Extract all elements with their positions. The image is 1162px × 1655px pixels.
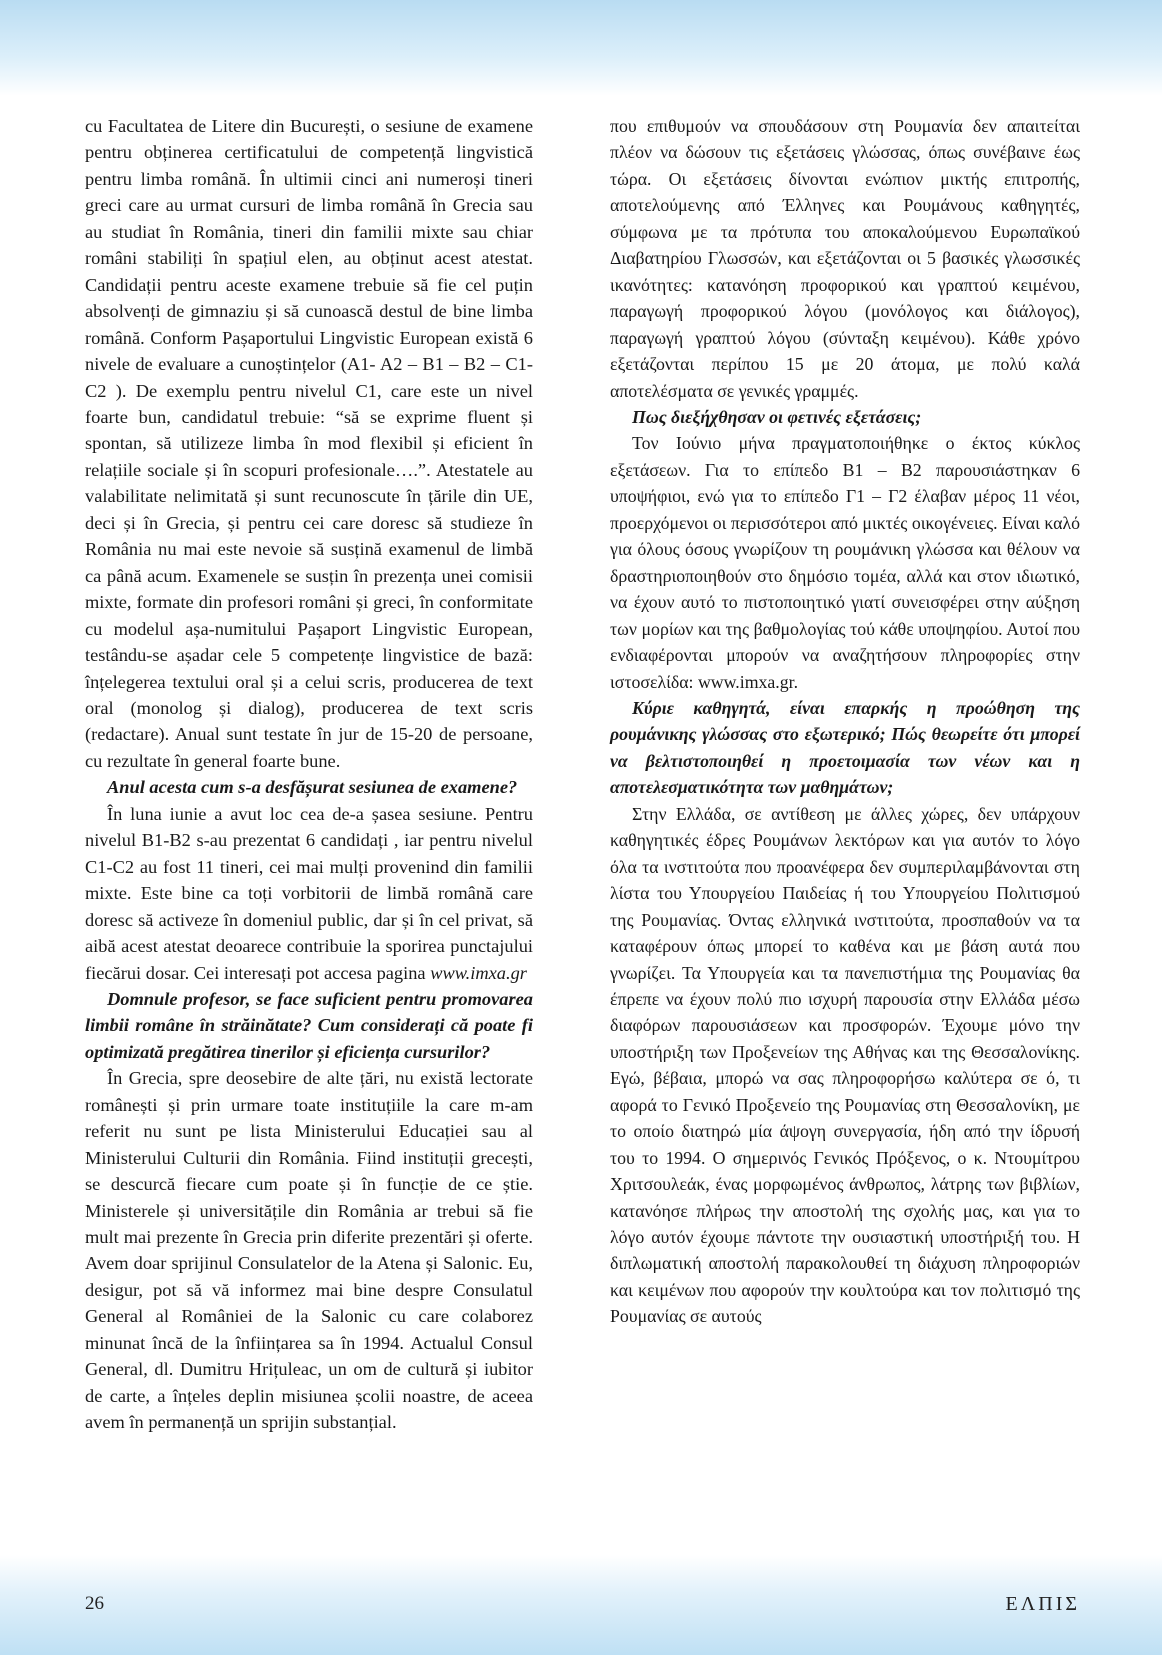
question-promotion-ro: Domnule profesor, se face suficient pentru promovarea limbii române în străinătate? Cum considerați că poate fi optimizată pregătirea tinerilor și eficiența cursurilor?	[85, 988, 533, 1062]
paragraph-exam-results-text: În luna iunie a avut loc cea de-a șasea sesiune. Pentru nivelul B1-B2 s-au prezentat 6 candidați , iar pentru nivelul C1-C2 au fost 11 tineri, cei mai mulți provenind din familii mixte. Este bine ca toți vorbitorii de limbă română care doresc să activeze în domeniul public, dar și în cel privat, să aibă acest atestat deoarece contribuie la sporirea punctajului fiecărui dosar. Cei interesați pot accesa pagina	[85, 803, 533, 983]
paragraph-intro-el: που επιθυμούν να σπουδάσουν στη Ρουμανία δεν απαιτείται πλέον να δώσουν τις εξετάσεις γλώσσας, όπως συνέβαινε έως τώρα. Οι εξετάσεις δίνονται ενώπιον μικτής επιτροπής, αποτελούμενης από Έλληνες και Ρουμάνους καθηγητές, σύμφωνα με τα πρότυπα του αποκαλούμενου Ευρωπαϊκού Διαβατηρίου Γλωσσών, και εξετάζονται οι 5 βασικές γλωσσικές ικανότητες: κατανόηση προφορικού και γραπτού κειμένου, παραγωγή προφορικού λόγου (μονόλογος και διάλογος), παραγωγή γραπτού λόγου (σύνταξη κειμένου). Κάθε χρόνο εξετάζονται περίπου 15 με 20 άτομα, με πολύ καλά αποτελέσματα σε γενικές γραμμές.	[610, 116, 1080, 401]
paragraph-exam-results-el: Τον Ιούνιο μήνα πραγματοποιήθηκε ο έκτος κύκλος εξετάσεων. Για το επίπεδο Β1 – Β2 παρουσιάστηκαν 6 υποψήφιοι, ενώ για το επίπεδο Γ1 – Γ2 έλαβαν μέρος 11 νέοι, προερχόμενοι οι περισσότεροι από μικτές οικογένειες. Είναι καλό για όλους όσους γνωρίζουν τη ρουμάνικη γλώσσα και θέλουν να δραστηριοποιηθούν στο δημόσιο τομέα, αλλά και στον ιδιωτικό, να έχουν αυτό το πιστοποιητικό γιατί συνεισφέρει στην αύξηση των μορίων και της βαθμολογίας τού κάθε υποψηφίου. Αυτοί που ενδιαφέρονται μπορούν να αναζητήσουν πληροφορίες στην ιστοσελίδα: www.imxa.gr.	[610, 433, 1080, 692]
paragraph-intro-ro: cu Facultatea de Litere din București, o sesiune de examene pentru obținerea certificatului de competență lingvistică pentru limba română. În ultimii cinci ani numeroși tineri greci care au urmat cursuri de limba română în Grecia sau au studiat în România, tineri din familii mixte sau chiar români stabiliți în spațiul elen, au obținut acest atestat. Candidații pentru aceste examene trebuie să fie cel puțin absolvenți de gimnaziu și să cunoască destul de bine limba română. Conform Pașaportului Lingvistic European există 6 nivele de evaluare a cunoștințelor (A1- A2 – B1 – B2 – C1-C2 ). De exemplu pentru nivelul C1, care este un nivel foarte bun, candidatul trebuie: “să se exprime fluent și spontan, să utilizeze limba în mod flexibil și eficient în relațiile sociale și în scopuri profesionale….”. Atestatele au valabilitate nelimitată și sunt recunoscute în țările din UE, deci și în Grecia, și pentru cei care doresc să studieze în România nu mai este nevoie să susțină examenul de limbă ca până acum. Examenele se susțin în prezența unei comisii mixte, formate din profesori români și greci, în conformitate cu modelul așa-numitului Pașaport Lingvistic European, testându-se așadar cele 5 competențe lingvistice de bază: înțelegerea textului oral și a celui scris, producerea de text oral (monolog și dialog), producerea de text scris (redactare). Anual sunt testate în jur de 15-20 de persoane, cu rezultate în general foarte bune.	[85, 116, 533, 771]
paragraph-promotion-answer-ro: În Grecia, spre deosebire de alte țări, nu există lectorate românești și prin urmare toate instituțiile la care m-am referit nu sunt pe lista Ministerului Educației sau al Ministerului Culturii din România. Fiind instituții grecești, se descurcă fiecare cum poate și în funcție de ce știe. Ministerele și universitățile din România ar trebui să fie mult mai prezente în Grecia prin diferite prezentări și oferte. Avem doar sprijinul Consulatelor de la Atena și Salonic. Eu, desigur, pot să vă informez mai bine despre Consulatul General al României de la Salonic cu care colaborez minunat încă de la înființarea sa în 1994. Actualul Consul General, dl. Dumitru Hrițuleac, un om de cultură și iubitor de carte, a înțeles deplin misiunea școlii noastre, de aceea avem în permanență un sprijin substanțial.	[85, 1068, 533, 1433]
paragraph-promotion-answer-el: Στην Ελλάδα, σε αντίθεση με άλλες χώρες, δεν υπάρχουν καθηγητικές έδρες Ρουμάνων λεκτόρων και για αυτόν το λόγο όλα τα ινστιτούτα που προανέφερα δεν συμπεριλαμβάνονται στη λίστα του Υπουργείου Παιδείας ή του Υπουργείου Πολιτισμού της Ρουμανίας. Όντας ελληνικά ινστιτούτα, προσπαθούν να τα καταφέρουν όπως μπορεί το καθένα και με βάση αυτά που γνωρίζει. Τα Υπουργεία και τα πανεπιστήμια της Ρουμανίας θα έπρεπε να έχουν πολύ πιο ισχυρή παρουσία στην Ελλάδα μέσω διαφόρων παρουσιάσεων και προσφορών. Έχουμε μόνο την υποστήριξη των Προξενείων της Αθήνας και της Θεσσαλονίκης. Εγώ, βέβαια, μπορώ να σας πληροφορήσω καλύτερα σε ό, τι αφορά το Γενικό Προξενείο της Ρουμανίας στη Θεσσαλονίκη, με το οποίο διατηρώ μία άψογη συνεργασία, ήδη από την ίδρυσή του το 1994. Ο σημερινός Γενικός Πρόξενος, ο κ. Ντουμίτρου Χριτσουλεάκ, ένας μορφωμένος άνθρωπος, λάτρης των βιβλίων, κατανόησε πλήρως την αποστολή της σχολής μας, και για το λόγο αυτόν έχουμε πάντοτε την ουσιαστική υποστήριξή του. Η διπλωματική αποστολή παρακολουθεί τη διάχυση πληροφοριών και κειμένων που αφορούν την κουλτούρα και τον πολιτισμό της Ρουμανίας σε αυτούς	[610, 803, 1080, 1327]
header-band	[0, 0, 1162, 96]
question-promotion-el: Κύριε καθηγητά, είναι επαρκής η προώθηση της ρουμάνικης γλώσσας στο εξωτερικό; Πώς θεωρείτε ότι μπορεί να βελτιστοποιηθεί η προετοιμασία των νέων και η αποτελεσματικότητα των μαθημάτων;	[610, 697, 1080, 798]
website-link-ro[interactable]: www.imxa.gr	[430, 962, 527, 983]
question-exam-session-el: Πως διεξήχθησαν οι φετινές εξετάσεις;	[632, 406, 922, 427]
question-exam-session-ro: Anul acesta cum s-a desfășurat sesiunea de examene?	[107, 777, 518, 798]
right-column	[610, 113, 1080, 1330]
paragraph-exam-results-ro	[85, 801, 533, 986]
page-number: 26	[85, 1593, 104, 1614]
footer-band	[0, 1555, 1162, 1655]
left-column	[85, 113, 533, 1436]
publication-title: ΕΛΠΙΣ	[1005, 1593, 1080, 1615]
